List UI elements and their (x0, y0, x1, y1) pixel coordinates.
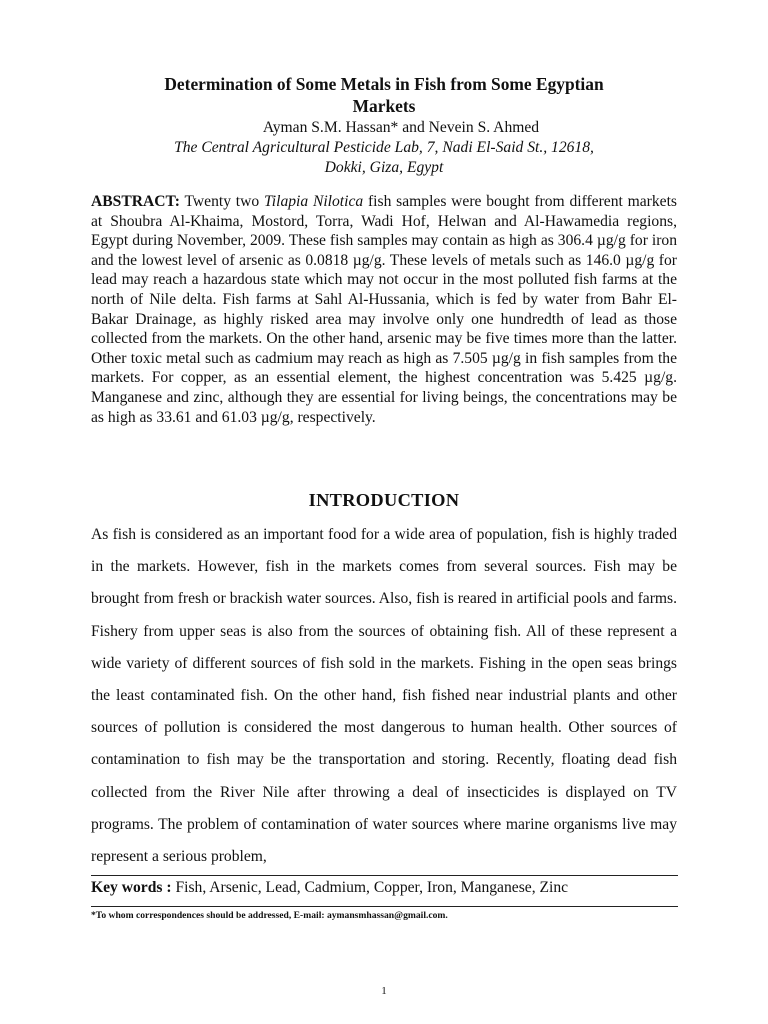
authors (96, 118, 672, 138)
correspondence-footnote: *To whom correspondences should be addressed, E-mail: aymansmhassan@gmail.com. (91, 910, 448, 921)
author-names: Ayman S.M. Hassan* and Nevein S. Ahmed (262, 119, 540, 136)
title-line-1: Determination of Some Metals in Fish from Some Egyptian (164, 74, 604, 94)
introduction-heading: INTRODUCTION (308, 490, 460, 510)
keywords (91, 877, 678, 899)
affiliation-line-1: The Central Agricultural Pesticide Lab, 7, Nadi El-Said St., 12618, (174, 139, 594, 156)
abstract (91, 192, 677, 427)
abstract-label: ABSTRACT: (91, 193, 180, 210)
keywords-label: Key words : (91, 879, 172, 896)
paper-title (96, 73, 672, 117)
keywords-top-rule (91, 875, 678, 876)
page-number: 1 (381, 985, 387, 997)
footnote-rule (91, 906, 678, 907)
abstract-text-rest: fish samples were bought from different markets at Shoubra Al-Khaima, Mostord, Torra, Wadi Hof, Helwan and Al-Hawamedia regions, Egypt during November, 2009. These fish samples may contain as high as 306.4 µg/g for iron and the lowest level of arsenic as 0.0818 µg/g. These levels of metals such as 146.0 µg/g for lead may reach a hazardous state which may not occur in the most polluted fish farms at the north of Nile delta. Fish farms at Sahl Al-Hussania, which is fed by water from Bahr El-Bakar Drainage, as highly risked area may involve only one hundredth of lead as those collected from the markets. On the other hand, arsenic may be five times more than the latter. Other toxic metal such as cadmium may reach as high as 7.505 µg/g in fish samples from the markets. For copper, as an essential element, the highest concentration was 5.425 µg/g. Manganese and zinc, although they are essential for living beings, the concentrations may be as high as 33.61 and 61.03 µg/g, respectively. (91, 193, 677, 426)
affiliation (96, 138, 672, 178)
affiliation-line-2: Dokki, Giza, Egypt (324, 159, 444, 176)
introduction-body: As fish is considered as an important food for a wide area of population, fish is highly traded in the markets. However, fish in the markets comes from several sources. Fish may be brought from fresh or brackish water sources. Also, fish is reared in artificial pools and farms. Fishery from upper seas is also from the sources of obtaining fish. All of these represent a wide variety of different sources of fish sold in the markets. Fishing in the open seas brings the least contaminated fish. On the other hand, fish fished near industrial plants and other sources of pollution is considered the most dangerous to human health. Other sources of contamination to fish may be the transportation and storing. Recently, floating dead fish collected from the River Nile after throwing a deal of insecticides is displayed on TV programs. The problem of contamination of water sources where marine organisms live may represent a serious problem, (91, 526, 677, 866)
keywords-list: Fish, Arsenic, Lead, Cadmium, Copper, Iron, Manganese, Zinc (171, 879, 569, 896)
abstract-text-start: Twenty two (179, 193, 264, 210)
abstract-species: Tilapia Nilotica (263, 193, 364, 210)
title-line-2: Markets (352, 96, 416, 116)
